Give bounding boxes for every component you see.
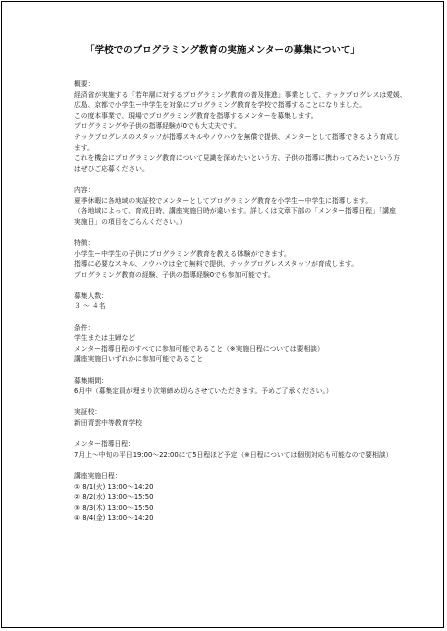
- document-title: 「学校でのプログラミング教育の実施メンターの募集について」: [85, 45, 360, 56]
- section-line: この度本事業で、現場でプログラミング教育を指導するメンターを募集します。: [74, 111, 318, 120]
- section-heading: 特徴：: [74, 238, 95, 247]
- section: [74, 79, 414, 174]
- section: [74, 407, 414, 428]
- section-line: これを機会にプログラミング教育について見識を深めたいという方、子供の指導に携わってみたいという方: [74, 154, 400, 163]
- section-line: テックプログレスのスタッフが指導スキルやノウハウを無償で提供、メンターとして指導できるよう育成し: [74, 132, 400, 141]
- section: [74, 376, 414, 397]
- section-heading: 講座実施日程：: [74, 471, 122, 480]
- section-line: ③ 8/3(木) 13:00〜15:50: [74, 503, 154, 512]
- section-heading: 概要：: [74, 80, 95, 88]
- section-line: 夏季休暇に各地域の実証校でメンターとしてプログラミング教育を小学生ー中学生に指導します。: [74, 196, 373, 205]
- section: [74, 439, 414, 460]
- section-line: プログラミングや子供の指導経験が0でも大丈夫です。: [74, 122, 241, 131]
- section: [74, 471, 414, 524]
- section-line: 6月中（募集定員が埋まり次第締め切らさせていただきます。予めご了承ください。）: [74, 387, 333, 396]
- section-line: 指導に必要なスキル、ノウハウは全て無料で提供、テックプログレススタッフが育成します。: [74, 260, 359, 269]
- section-line: 学生または主婦など: [74, 334, 136, 343]
- section-line: 新田青雲中等教育学校: [74, 419, 142, 427]
- section-heading: 条件：: [74, 323, 95, 332]
- section: [74, 185, 414, 227]
- section-line: プログラミング教育の経験、子供の指導経験0でも参加可能です。: [74, 270, 275, 279]
- section-line: 実施日」の項目をごらんください。）: [74, 217, 187, 226]
- section-line: ます。: [74, 143, 94, 152]
- section: [74, 238, 414, 280]
- section-line: 7月上〜中旬の平日19:00〜22:00にて5日程ほど予定（※日程については個別対応も可能なので要相談）: [74, 450, 393, 459]
- section-line: ① 8/1(火) 13:00〜14:20: [74, 482, 154, 491]
- section-heading: 実証校：: [74, 408, 102, 417]
- section-heading: 募集期間：: [74, 376, 108, 385]
- section-line: ④ 8/4(金) 13:00〜14:20: [74, 514, 154, 523]
- section-heading: 内容：: [74, 185, 95, 194]
- section-line: はぜひご応募ください。: [74, 164, 149, 173]
- section-line: ３ 〜 ４名: [74, 302, 106, 311]
- section-line: 小学生ー中学生の子供にプログラミング教育を教える体験ができます。: [74, 249, 291, 258]
- document-page: [1, 1, 444, 628]
- section-line: 広島、京都で小学生ー中学生を対象にプログラミング教育を学校で指導することになりました。: [74, 101, 367, 110]
- section-line: ② 8/2(水) 13:00〜15:50: [74, 493, 154, 502]
- section: [74, 323, 414, 365]
- section-heading: 募集人数：: [74, 291, 108, 300]
- section-line: 講座実施日いずれかに参加可能であること: [74, 355, 204, 364]
- section-line: （各地域によって、育成日時、講座実施日時が違います。詳しくは文章下部の「メンター指導日程」「講座: [74, 207, 396, 216]
- section-line: 経済省が実施する「若年層に対するプログラミング教育の普及推進」事業として、テックプログレスは愛媛、: [74, 90, 407, 99]
- section-line: メンター指導日程のすべてに参加可能であること（※実施日程については要相談）: [74, 344, 324, 353]
- document-body: [74, 79, 414, 535]
- section: [74, 291, 414, 312]
- section-heading: メンター指導日程：: [74, 440, 135, 449]
